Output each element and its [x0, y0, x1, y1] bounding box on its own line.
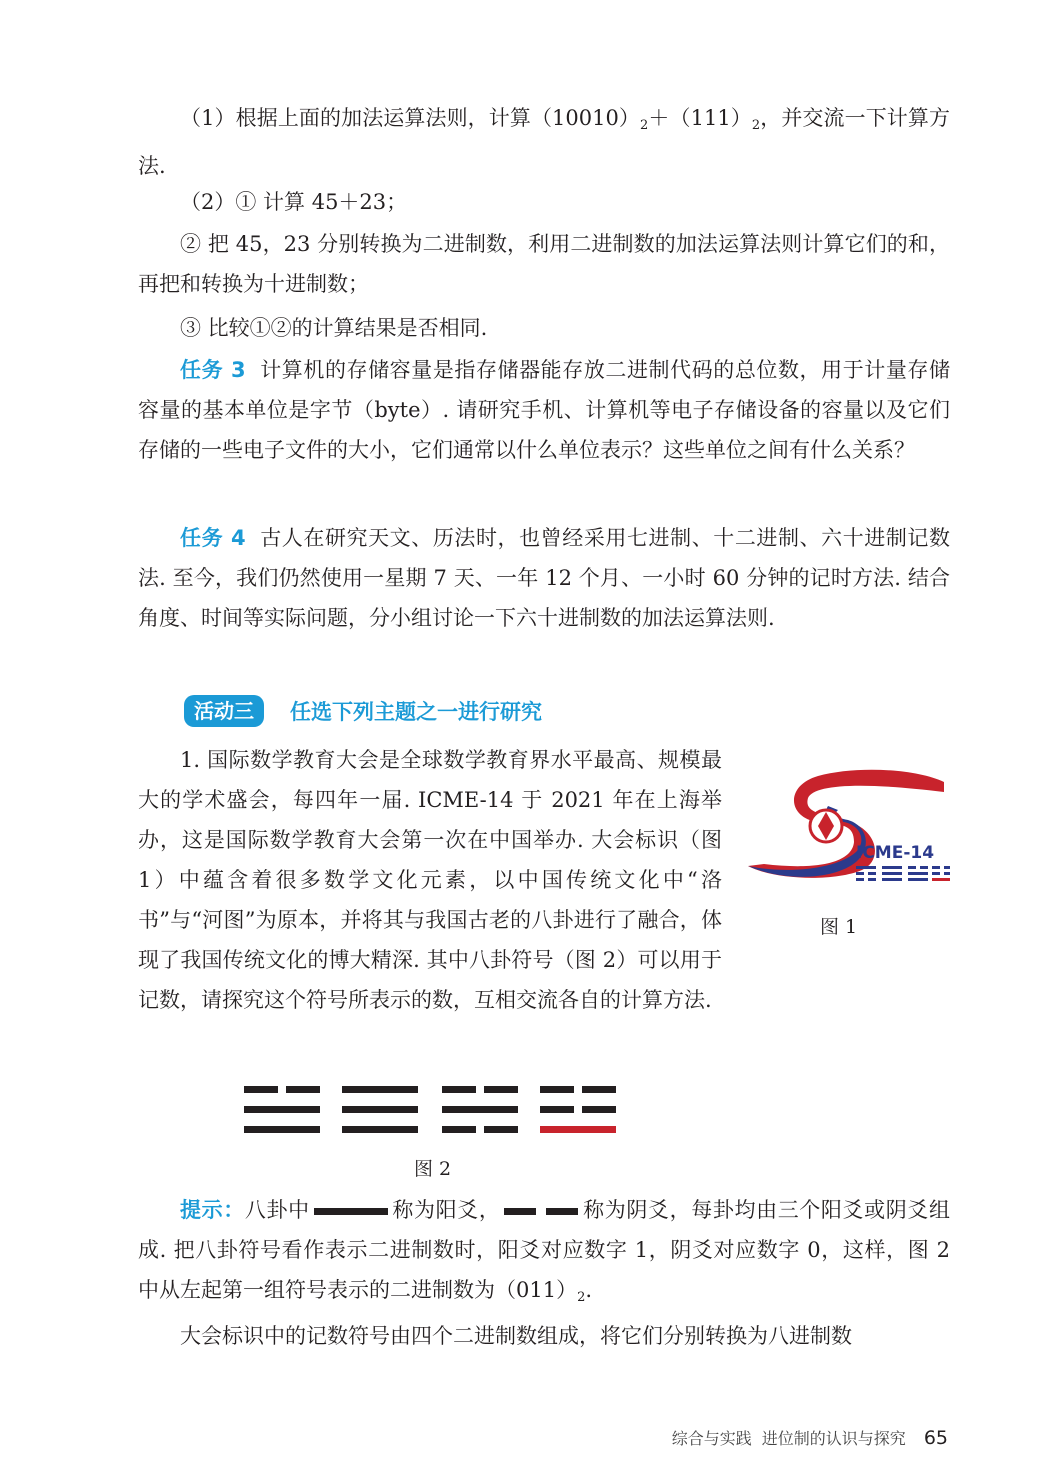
subscript: 2	[751, 118, 761, 133]
footer-section: 综合与实践	[671, 1429, 752, 1448]
question-2: （2）① 计算 45＋23；	[180, 190, 408, 214]
logo-bagua-marks	[856, 866, 950, 881]
question-2-step-2: ② 把 45，23 分别转换为二进制数，利用二进制数的加法运算法则计算它们的和，再把和转换为十进制数；	[138, 232, 950, 296]
hint-text-b: 称为阳爻，	[391, 1198, 501, 1222]
hint-text-a: 八卦中	[244, 1198, 310, 1222]
task-3	[138, 350, 950, 470]
page-number: 65	[923, 1427, 948, 1449]
subscript: 2	[640, 118, 649, 133]
logo-text: ICME-14	[856, 843, 935, 863]
question-1	[138, 98, 950, 186]
trigram-4	[540, 1086, 616, 1133]
subscript: 2	[577, 1290, 586, 1305]
activity-title: 任选下列主题之一进行研究	[290, 700, 542, 724]
task-3-label: 任务 3	[180, 358, 246, 382]
bagua-symbols-figure	[244, 1086, 620, 1134]
question-1-text-b: ＋（111）	[648, 106, 752, 130]
hint-text-c: 称为阴爻，每卦均由三个阳爻或阴爻组成. 把八卦符号看作表示二进制数时，阳爻对应数字 1，阴爻对应数字 0，这样，图 2 中从左起第一组符号表示的二进制数为（011）	[138, 1198, 951, 1302]
trigram-2	[342, 1086, 418, 1133]
activity-heading	[184, 694, 542, 728]
icme-14-logo-figure	[744, 766, 950, 886]
task-3-text: 计算机的存储容量是指存储器能存放二进制代码的总位数，用于计量存储容量的基本单位是字节（byte）. 请研究手机、计算机等电子存储设备的容量以及它们存储的一些电子文件的大小，它们通常以什么单位表示？这些单位之间有什么关系？	[138, 358, 950, 462]
task-4-text: 古人在研究天文、历法时，也曾经采用七进制、十二进制、六十进制记数法. 至今，我们仍然使用一星期 7 天、一年 12 个月、一小时 60 分钟的记时方法. 结合角度、时间等实际问题，分小组讨论一下六十进制数的加法运算法则.	[138, 526, 950, 630]
hint-text-end: .	[585, 1278, 593, 1302]
question-2-step-3: ③ 比较①②的计算结果是否相同.	[180, 316, 488, 340]
page-footer	[672, 1426, 948, 1449]
trigram-3	[442, 1086, 518, 1133]
question-1-text-a: （1）根据上面的加法运算法则，计算（10010）	[180, 106, 641, 130]
hint-label: 提示：	[180, 1198, 245, 1222]
figure-1-caption: 图 1	[820, 916, 858, 938]
question-1-text-c: ，并交流一下计算方法.	[138, 106, 950, 178]
yin-line-icon	[504, 1208, 578, 1215]
task-4	[138, 518, 950, 638]
activity-badge: 活动三	[184, 695, 264, 727]
footer-chapter: 进位制的认识与探究	[761, 1429, 906, 1448]
yang-line-icon	[314, 1208, 388, 1215]
last-paragraph: 大会标识中的记数符号由四个二进制数组成，将它们分别转换为八进制数	[180, 1324, 852, 1348]
trigram-1	[244, 1086, 320, 1133]
task-4-label: 任务 4	[180, 526, 246, 550]
figure-2-caption: 图 2	[414, 1158, 452, 1180]
hint-paragraph	[138, 1190, 950, 1318]
icme-paragraph: 1. 国际数学教育大会是全球数学教育界水平最高、规模最大的学术盛会，每四年一届. ICME-14 于 2021 年在上海举办，这是国际数学教育大会第一次在中国举办. 大会标识（图 1）中蕴含着很多数学文化元素，以中国传统文化中“洛书”与“河图”为原本，并将其与我国古老的八卦进行了融合，体现了我国传统文化的博大精深. 其中八卦符号（图 2）可以用于记数，请探究这个符号所表示的数，互相交流各自的计算方法.	[138, 748, 722, 1012]
